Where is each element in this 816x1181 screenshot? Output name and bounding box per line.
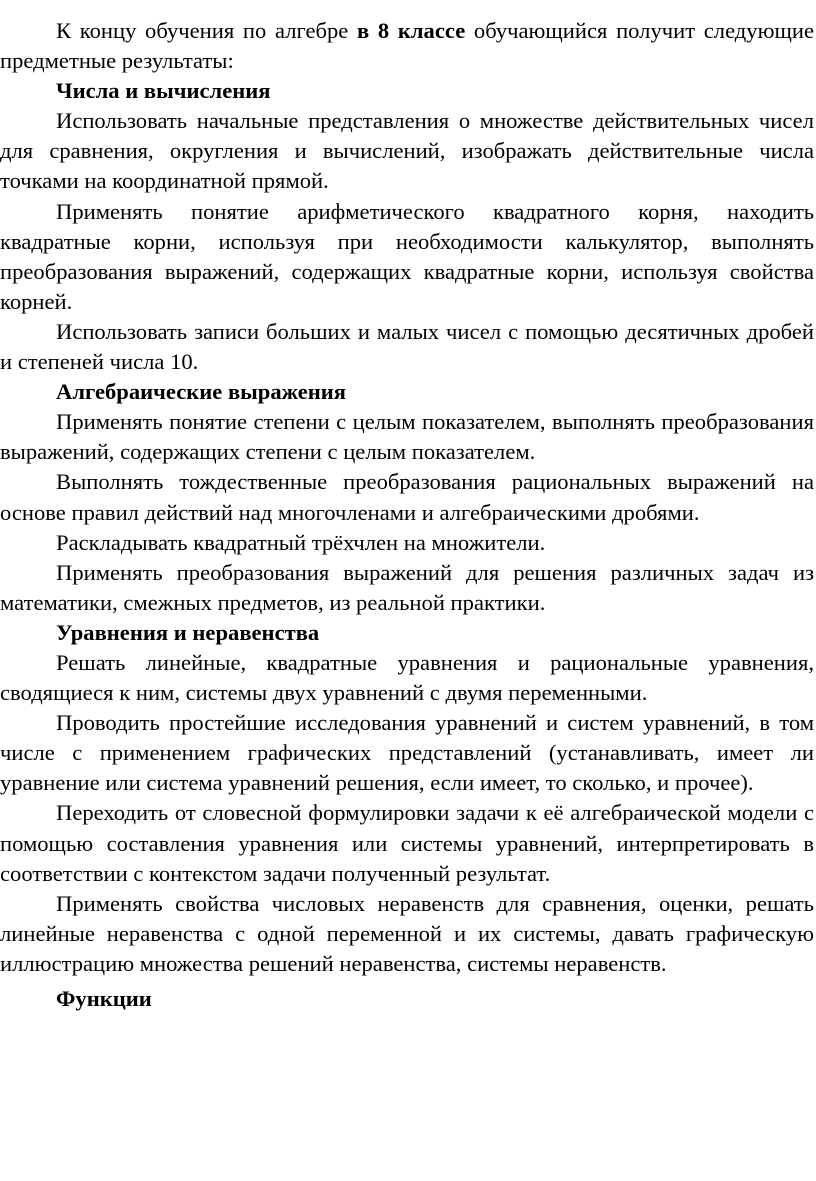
intro-text-start: К концу обучения по алгебре [56,18,357,43]
heading-expressions: Алгебраические выражения [56,379,347,405]
intro-grade-bold: в 8 классе [357,18,466,43]
paragraph-equations-1: Решать линейные, квадратные уравнения и рациональные уравнения, сводящиеся к ним, системы двух уравнений с двумя переменными. [0,649,814,706]
paragraph-expressions-2: Выполнять тождественные преобразования рациональных выражений на основе правил действий над многочленами и алгебраическими дробями. [0,469,814,525]
paragraph-numbers-2: Применять понятие арифметического квадратного корня, находить квадратные корни, используя при необходимости калькулятор, выполнять преобразования выражений, содержащих квадратные корни, используя свойства корней. [0,198,814,314]
heading-numbers: Числа и вычисления [56,78,271,104]
paragraph-numbers-3: Использовать записи больших и малых чисел с помощью десятичных дробей и степеней числа 10. [0,318,814,375]
intro-paragraph [0,16,814,76]
paragraph-expressions-1: Применять понятие степени с целым показателем, выполнять преобразования выражений, содержащих степени с целым показателем. [0,409,814,465]
paragraph-expressions-3: Раскладывать квадратный трёхчлен на множители. [56,529,546,555]
heading-equations: Уравнения и неравенства [56,619,320,645]
heading-functions: Функции [56,986,152,1011]
paragraph-numbers-1: Использовать начальные представления о множестве действительных чисел для сравнения, округления и вычислений, изображать действительные числа точками на координатной прямой. [0,108,814,194]
paragraph-equations-3: Переходить от словесной формулировки задачи к её алгебраической модели с помощью составления уравнения или системы уравнений, интерпретировать в соответствии с контекстом задачи полученный результат. [0,800,814,886]
paragraph-expressions-4: Применять преобразования выражений для решения различных задач из математики, смежных предметов, из реальной практики. [0,559,814,615]
document-page [0,16,814,1014]
paragraph-equations-4: Применять свойства числовых неравенств для сравнения, оценки, решать линейные неравенства с одной переменной и их системы, давать графическую иллюстрацию множества решений неравенства, системы неравенств. [0,890,814,976]
intro-text-end: обучающийся получит следующие предметные результаты: [0,18,814,74]
paragraph-equations-2: Проводить простейшие исследования уравнений и систем уравнений, в том числе с применением графических представлений (устанавливать, имеет ли уравнение или система уравнений решения, если имеет, то сколько, и прочее). [0,710,814,796]
